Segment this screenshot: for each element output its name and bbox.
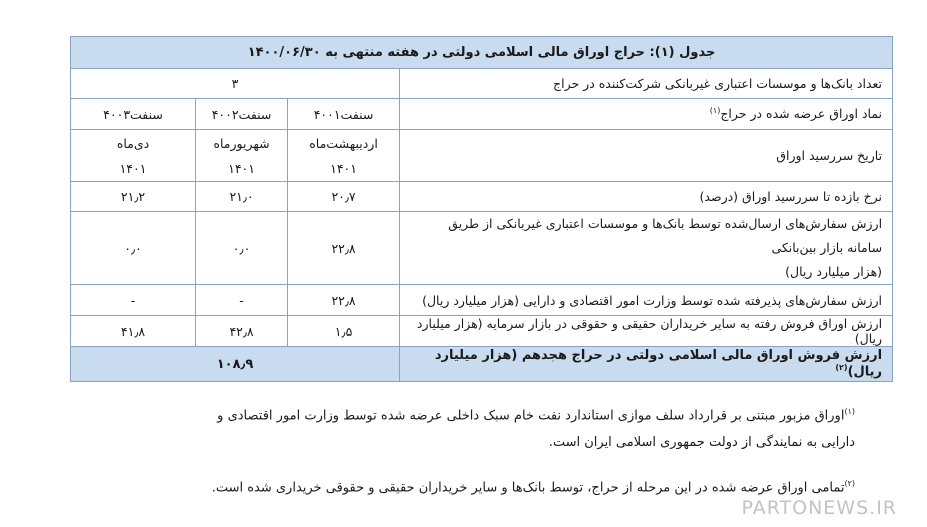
- yield-value-1: ۲۰٫۷: [288, 182, 400, 212]
- total-label: ارزش فروش اوراق مالی اسلامی دولتی در حراج هجدهم (هزار میلیارد ریال)$^{(۲)}$: [400, 347, 893, 382]
- sold-others-value-1: ۱٫۵: [288, 316, 400, 347]
- orders-accepted-value-1: ۲۲٫۸: [288, 285, 400, 316]
- yield-value-2: ۲۱٫۰: [196, 182, 288, 212]
- footnote-1: [95, 398, 855, 456]
- table-title-row: [71, 37, 893, 69]
- symbol-value-2: سنفت۴۰۰۲: [196, 99, 288, 130]
- participants-label: تعداد بانک‌ها و موسسات اعتباری غیربانکی شرکت‌کننده در حراج: [400, 69, 893, 99]
- footnote-1-line-2: دارایی به نمایندگی از دولت جمهوری اسلامی ایران است.: [548, 435, 855, 451]
- sold-others-value-3: ۴۱٫۸: [71, 316, 196, 347]
- auction-table-container: [70, 36, 892, 382]
- table-row: [71, 69, 893, 99]
- orders-accepted-value-2: -: [196, 285, 288, 316]
- table-title: جدول (۱): حراج اوراق مالی اسلامی دولتی در هفته منتهی به ۱۴۰۰/۰۶/۳۰: [71, 37, 893, 69]
- total-row: [71, 347, 893, 382]
- footnote-ref-1: (۱): [709, 106, 721, 116]
- yield-value-3: ۲۱٫۲: [71, 182, 196, 212]
- table-row: [71, 212, 893, 285]
- symbol-value-3: سنفت۴۰۰۳: [71, 99, 196, 130]
- orders-accepted-value-3: -: [71, 285, 196, 316]
- orders-sent-value-2: ۰٫۰: [196, 212, 288, 285]
- sold-others-value-2: ۴۲٫۸: [196, 316, 288, 347]
- table-row: [71, 316, 893, 347]
- watermark: PARTONEWS.IR: [741, 497, 897, 519]
- yield-label: نرخ بازده تا سررسید اوراق (درصد): [400, 182, 893, 212]
- table-row: [71, 182, 893, 212]
- orders-accepted-label: ارزش سفارش‌های پذیرفته شده توسط وزارت امور اقتصادی و دارایی (هزار میلیارد ریال): [400, 285, 893, 316]
- table-row: [71, 285, 893, 316]
- participants-value: ۳: [71, 69, 400, 99]
- orders-sent-label: ارزش سفارش‌های ارسال‌شده توسط بانک‌ها و موسسات اعتباری غیربانکی از طریق سامانه بازار بین‌بانکی (هزار میلیارد ریال): [400, 212, 893, 285]
- table-row: [71, 130, 893, 182]
- maturity-label: تاریخ سررسید اوراق: [400, 130, 893, 182]
- sold-others-label: ارزش اوراق فروش رفته به سایر خریداران حقیقی و حقوقی در بازار سرمایه (هزار میلیارد ریال): [400, 316, 893, 347]
- auction-table: [70, 36, 893, 382]
- maturity-value-2: شهریورماه ۱۴۰۱: [196, 130, 288, 182]
- footnote-1-line-1: $^{(۱)}$اوراق مزبور مبتنی بر قرارداد سلف موازی استاندارد نفت خام سبک داخلی عرضه شده توسط وزارت امور اقتصادی و: [217, 407, 855, 424]
- symbol-label: نماد اوراق عرضه شده در حراج$^{(۱)}$: [400, 99, 893, 130]
- maturity-value-3: دی‌ماه ۱۴۰۱: [71, 130, 196, 182]
- footnote-2: $^{(۲)}$تمامی اوراق عرضه شده در این مرحله از حراج، توسط بانک‌ها و سایر خریداران حقیقی و حقوقی خریداری شده است.: [211, 479, 855, 496]
- footnote-2-ref: (۲): [844, 479, 855, 488]
- symbol-value-1: سنفت۴۰۰۱: [288, 99, 400, 130]
- orders-sent-value-1: ۲۲٫۸: [288, 212, 400, 285]
- footnote-1-ref: (۱): [844, 407, 855, 416]
- footnote-ref-2: (۲): [835, 363, 848, 373]
- total-value: ۱۰۸٫۹: [71, 347, 400, 382]
- maturity-value-1: اردیبهشت‌ماه ۱۴۰۱: [288, 130, 400, 182]
- table-row: [71, 99, 893, 130]
- orders-sent-value-3: ۰٫۰: [71, 212, 196, 285]
